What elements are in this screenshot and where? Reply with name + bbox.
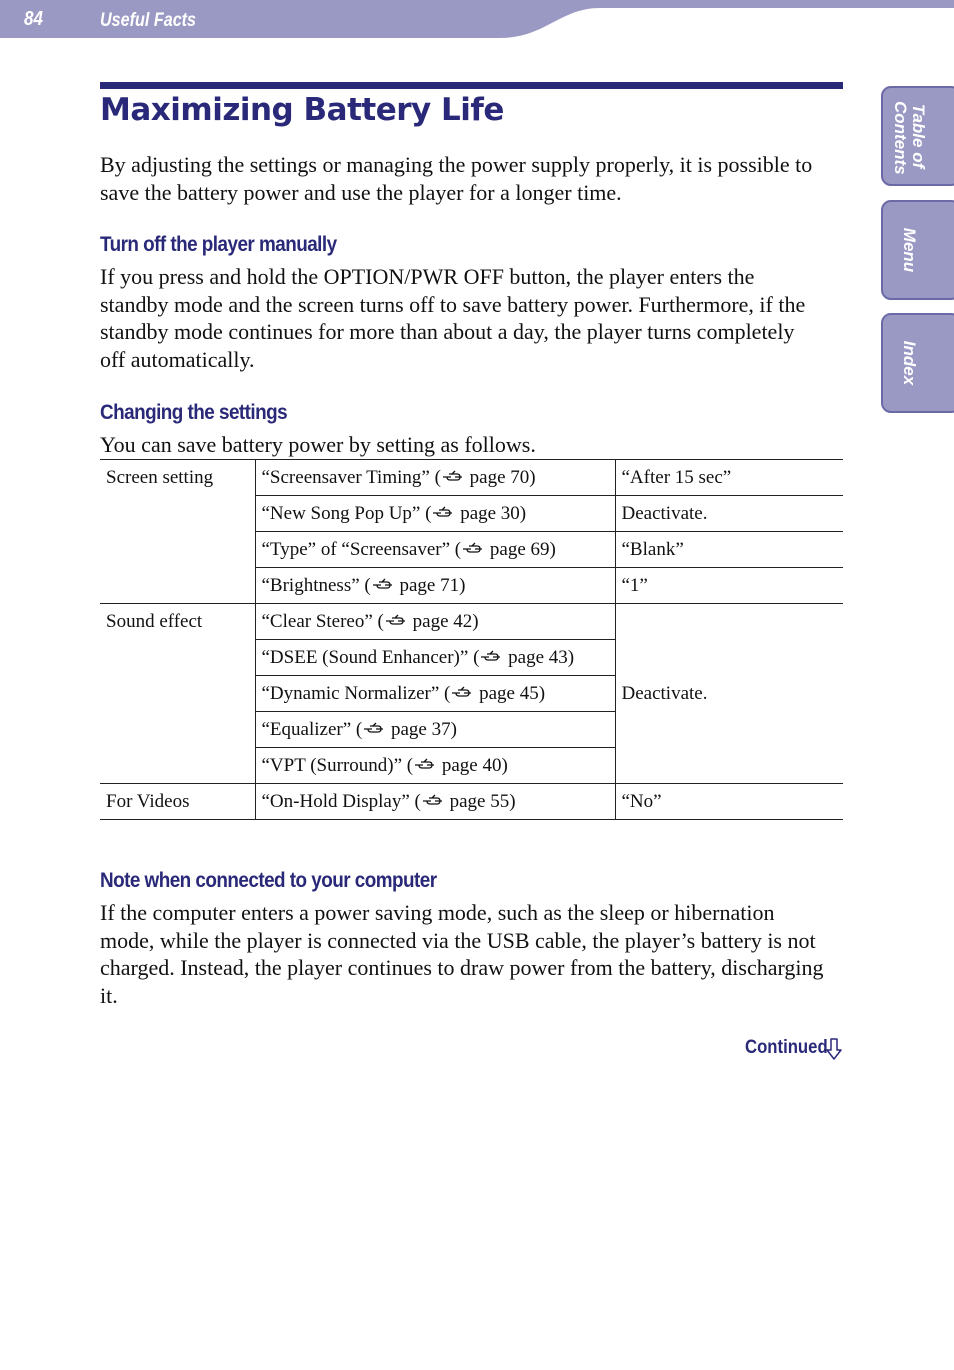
page-link[interactable]: page 69) [485, 538, 556, 560]
page-link[interactable]: page 42) [407, 610, 479, 632]
changing-settings-text: You can save battery power by setting as follows. [100, 432, 536, 457]
item-label: “Clear Stereo” ( [261, 610, 384, 632]
page-ref-hand-icon [432, 506, 454, 520]
heading-note-computer: Note when connected to your computer [100, 869, 437, 892]
value-cell: “1” [615, 568, 843, 604]
page-ref-hand-icon [462, 542, 484, 556]
item-label: “Dynamic Normalizer” ( [261, 682, 451, 704]
page-ref-hand-icon [414, 758, 436, 772]
page-ref-hand-icon [363, 722, 385, 736]
item-cell [255, 532, 615, 568]
category-cell: Sound effect [100, 604, 255, 784]
continued-link[interactable]: Continued [745, 1037, 828, 1058]
page-ref-hand-icon [442, 470, 464, 484]
tab-label: Menu [900, 227, 919, 273]
note-text: If the computer enters a power saving mode, such as the sleep or hibernation mode, while the player is connected via the USB cable, the player’s battery is not charged. Instead, the player continues to draw power from the battery, discharging it. [100, 900, 824, 1008]
item-cell [255, 568, 615, 604]
item-cell [255, 784, 615, 820]
item-cell [255, 496, 615, 532]
down-arrow-icon[interactable] [826, 1038, 842, 1060]
item-label: “Brightness” ( [261, 574, 371, 596]
item-label: “DSEE (Sound Enhancer)” ( [261, 646, 480, 668]
item-label: “VPT (Surround)” ( [261, 754, 414, 776]
item-cell [255, 604, 615, 640]
settings-table [100, 459, 843, 820]
turn-off-text: If you press and hold the OPTION/PWR OFF button, the player enters the standby mode and the screen turns off to save battery power. Furthermore, if the standby mode continues for more than about a day, the player turns completely off automatically. [100, 264, 806, 372]
category-cell: Screen setting [100, 460, 255, 604]
page-link[interactable]: page 71) [394, 574, 466, 596]
page-number: 84 [24, 8, 43, 30]
page-link[interactable]: page 70) [464, 466, 536, 488]
value-cell: Deactivate. [615, 496, 843, 532]
section-label: Useful Facts [100, 10, 197, 31]
page-link[interactable]: page 30) [455, 502, 527, 524]
page-link[interactable]: page 43) [503, 646, 575, 668]
item-cell [255, 712, 615, 748]
page-link[interactable]: page 45) [474, 682, 546, 704]
item-cell [255, 460, 615, 496]
item-label: “Type” of “Screensaver” ( [261, 538, 462, 560]
category-cell: For Videos [100, 784, 255, 820]
item-cell [255, 748, 615, 784]
intro-text: By adjusting the settings or managing the power supply properly, it is possible to save the battery power and use the player for a longer time. [100, 152, 813, 205]
table-row [100, 784, 843, 820]
tab-label: Index [900, 340, 919, 386]
tab-menu[interactable] [881, 200, 954, 300]
tab-label: Table of Contents [891, 101, 928, 175]
tab-index[interactable] [881, 313, 954, 413]
value-cell: “Blank” [615, 532, 843, 568]
value-cell: “After 15 sec” [615, 460, 843, 496]
page-ref-hand-icon [480, 650, 502, 664]
item-label: “Equalizer” ( [261, 718, 363, 740]
item-label: “Screensaver Timing” ( [261, 466, 441, 488]
item-cell [255, 640, 615, 676]
page-ref-hand-icon [451, 686, 473, 700]
page-link[interactable]: page 55) [444, 790, 516, 812]
value-cell: “No” [615, 784, 843, 820]
item-label: “New Song Pop Up” ( [261, 502, 432, 524]
item-cell [255, 676, 615, 712]
page-ref-hand-icon [422, 794, 444, 808]
heading-changing-settings: Changing the settings [100, 401, 288, 424]
heading-turn-off: Turn off the player manually [100, 233, 337, 256]
page-link[interactable]: page 37) [386, 718, 457, 740]
page-ref-hand-icon [372, 578, 394, 592]
tab-table-of-contents[interactable] [881, 86, 954, 186]
page-link[interactable]: page 40) [437, 754, 508, 776]
title-rule [100, 82, 843, 89]
page-title: Maximizing Battery Life [100, 92, 504, 128]
value-cell: Deactivate. [615, 604, 843, 784]
table-row [100, 460, 843, 496]
item-label: “On-Hold Display” ( [261, 790, 421, 812]
page-ref-hand-icon [385, 614, 407, 628]
table-row [100, 604, 843, 640]
